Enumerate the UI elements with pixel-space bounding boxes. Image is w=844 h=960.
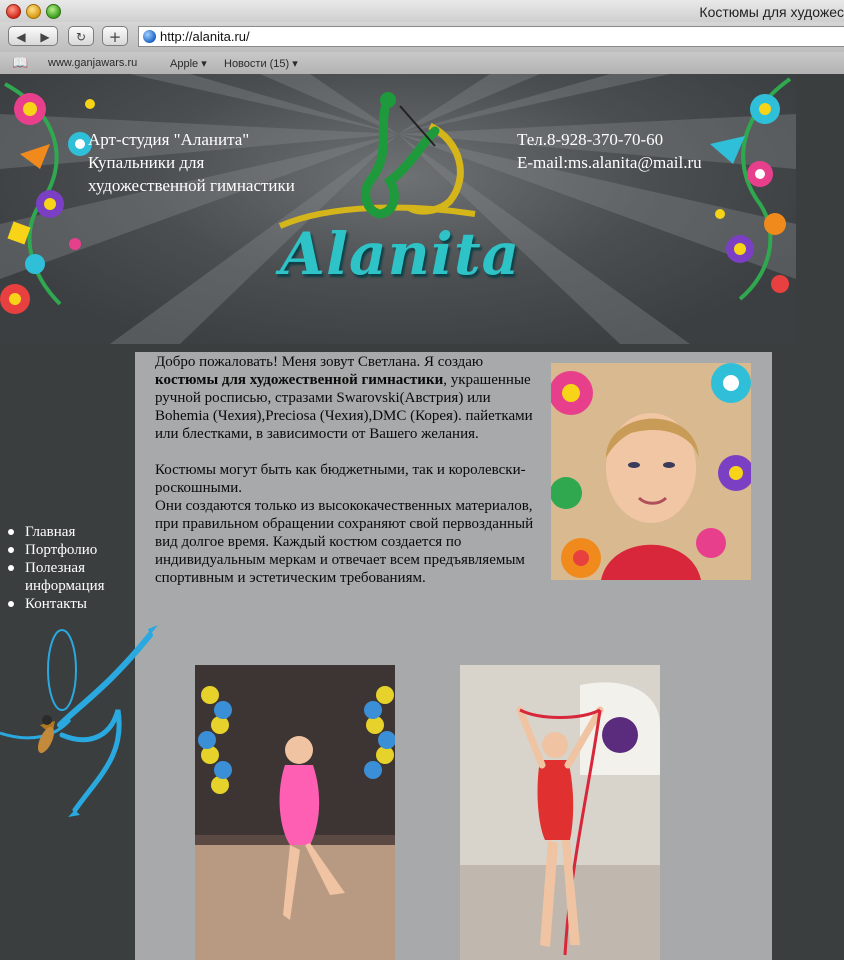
email-address[interactable]: E-mail:ms.alanita@mail.ru — [517, 153, 702, 172]
nav-home-link[interactable]: Главная — [25, 524, 76, 540]
intro-budget-text: Костюмы могут быть как бюджетными, так и королевски-роскошными. — [155, 462, 526, 496]
globe-icon — [143, 30, 156, 43]
studio-tagline-1: Купальники для — [88, 153, 205, 172]
nav-item-info[interactable] — [8, 559, 133, 595]
intro-highlight: костюмы для художественной гимнастики — [155, 372, 444, 388]
intro-text-end: , украшенные ручной росписью, стразами Swarovski(Австрия) или Bohemia (Чехия),Preciosa (Чехия),DMC (Корея). пайетками или блестками, в зависимости от Вашего желания. — [155, 372, 533, 442]
intro-paragraph-1 — [155, 353, 545, 443]
bookmarks-bar — [0, 52, 844, 75]
add-bookmark-button[interactable]: + — [102, 26, 128, 46]
address-bar[interactable] — [138, 26, 844, 47]
bookmark-apple[interactable]: Apple ▾ — [170, 58, 207, 70]
intro-paragraph-2 — [155, 461, 545, 587]
browser-toolbar — [0, 22, 844, 52]
address-url: http://alanita.ru/ — [160, 29, 250, 44]
gallery-photo-2[interactable] — [460, 665, 660, 960]
intro-quality-text: Они создаются только из высококачественных материалов, при правильном обращении сохраняют свой первозданный вид долгое время. Каждый костюм создается по индивидуальным меркам и отвечает всем предъявляемым спортивным и эстетическим требованиям. — [155, 498, 534, 586]
nav-portfolio-link[interactable]: Портфолио — [25, 542, 98, 558]
floral-ornament-left — [0, 74, 110, 324]
main-navigation — [8, 523, 133, 613]
floral-ornament-right — [700, 74, 796, 304]
window-title: Костюмы для художес — [699, 4, 844, 20]
intro-text — [155, 353, 545, 605]
intro-text-start: Добро пожаловать! Меня зовут Светлана. Я создаю — [155, 354, 484, 370]
zoom-window-button[interactable] — [46, 4, 61, 19]
close-window-button[interactable] — [6, 4, 21, 19]
studio-tagline-2: художественной гимнастики — [88, 176, 295, 195]
open-book-icon[interactable]: 📖 — [12, 55, 29, 70]
window-titlebar — [0, 0, 844, 23]
back-forward-buttons[interactable] — [8, 26, 58, 46]
brand-logo-text: Alanita — [280, 220, 521, 288]
forward-arrow-icon[interactable]: ▶ — [40, 30, 50, 44]
site-header — [0, 74, 796, 344]
nav-info-link[interactable]: Полезная информация — [25, 560, 105, 594]
back-arrow-icon[interactable]: ◀ — [16, 30, 26, 44]
nav-item-home[interactable] — [8, 523, 133, 541]
phone-number: Тел.8-928-370-70-60 — [517, 130, 664, 149]
header-studio-info — [88, 128, 295, 197]
header-contacts — [517, 128, 702, 174]
nav-contacts-link[interactable]: Контакты — [25, 596, 87, 612]
page-right-margin — [796, 74, 844, 960]
bookmark-ganjawars[interactable]: www.ganjawars.ru — [48, 57, 138, 69]
ribbon-gymnast-ornament — [0, 625, 160, 820]
bookmark-news[interactable]: Новости (15) ▾ — [224, 58, 298, 70]
portrait-photo — [551, 363, 751, 580]
nav-item-contacts[interactable] — [8, 595, 133, 613]
gymnast-logo-icon — [270, 86, 490, 236]
nav-item-portfolio[interactable] — [8, 541, 133, 559]
gallery-photo-1[interactable] — [195, 665, 395, 960]
minimize-window-button[interactable] — [26, 4, 41, 19]
reload-button[interactable]: ↻ — [68, 26, 94, 46]
studio-name: Арт-студия "Аланита" — [88, 130, 250, 149]
